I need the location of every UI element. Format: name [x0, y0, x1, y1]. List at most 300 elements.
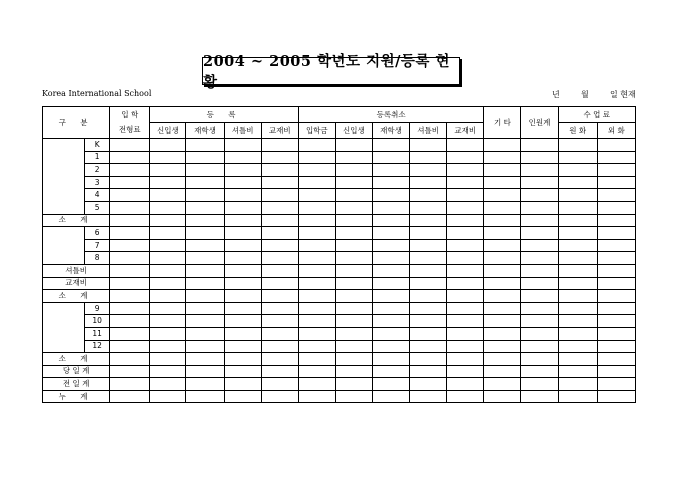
table-cell — [224, 302, 261, 315]
table-cell — [110, 327, 150, 340]
table-row — [43, 302, 636, 315]
table-cell — [484, 390, 521, 403]
table-cell — [110, 214, 150, 227]
table-cell — [484, 239, 521, 252]
table-cell — [298, 201, 335, 214]
table-cell — [261, 189, 298, 202]
table-row — [43, 264, 636, 277]
table-cell — [410, 164, 447, 177]
table-row — [43, 277, 636, 290]
table-cell — [597, 378, 635, 391]
table-cell — [150, 378, 186, 391]
table-cell — [521, 164, 558, 177]
table-cell — [597, 151, 635, 164]
table-cell — [110, 201, 150, 214]
table-row — [43, 315, 636, 328]
table-cell — [447, 201, 484, 214]
table-cell — [447, 302, 484, 315]
table-cell — [372, 151, 409, 164]
table-cell — [410, 176, 447, 189]
table-cell — [298, 340, 335, 353]
row-label: 소 계 — [43, 353, 110, 366]
table-cell — [186, 189, 224, 202]
table-cell — [447, 290, 484, 303]
table-cell — [150, 390, 186, 403]
table-cell — [261, 340, 298, 353]
table-cell — [558, 201, 597, 214]
table-cell — [110, 302, 150, 315]
table-cell — [521, 139, 558, 152]
table-cell — [372, 340, 409, 353]
table-cell — [261, 176, 298, 189]
table-cell — [521, 176, 558, 189]
table-cell — [410, 353, 447, 366]
table-cell — [558, 214, 597, 227]
table-cell — [261, 214, 298, 227]
table-cell — [298, 189, 335, 202]
table-cell — [150, 327, 186, 340]
table-cell — [298, 176, 335, 189]
table-cell — [186, 277, 224, 290]
table-cell — [261, 302, 298, 315]
table-cell — [597, 252, 635, 265]
table-cell — [484, 290, 521, 303]
table-cell — [186, 327, 224, 340]
table-cell — [410, 340, 447, 353]
table-cell — [110, 340, 150, 353]
table-cell — [261, 378, 298, 391]
table-cell — [410, 214, 447, 227]
table-cell — [186, 390, 224, 403]
table-cell — [186, 378, 224, 391]
table-cell — [521, 227, 558, 240]
table-cell — [597, 139, 635, 152]
table-cell — [186, 201, 224, 214]
day-label: 일 현재 — [610, 90, 636, 99]
table-cell — [335, 302, 372, 315]
table-cell — [186, 315, 224, 328]
table-cell — [150, 290, 186, 303]
row-label: 8 — [85, 252, 110, 265]
registration-sub-header: 교재비 — [261, 123, 298, 139]
table-cell — [150, 151, 186, 164]
table-cell — [186, 239, 224, 252]
table-cell — [410, 227, 447, 240]
others-header: 기 타 — [484, 107, 521, 139]
table-cell — [335, 340, 372, 353]
table-cell — [298, 365, 335, 378]
table-cell — [224, 365, 261, 378]
table-cell — [186, 365, 224, 378]
table-cell — [447, 390, 484, 403]
table-cell — [521, 151, 558, 164]
table-cell — [110, 353, 150, 366]
table-cell — [410, 201, 447, 214]
row-label: 7 — [85, 239, 110, 252]
cancellation-header: 등록취소 — [298, 107, 484, 123]
table-cell — [224, 201, 261, 214]
table-cell — [484, 378, 521, 391]
table-cell — [150, 214, 186, 227]
table-cell — [261, 151, 298, 164]
table-cell — [372, 176, 409, 189]
table-cell — [447, 340, 484, 353]
table-cell — [558, 290, 597, 303]
table-row — [43, 252, 636, 265]
table-cell — [110, 290, 150, 303]
table-cell — [447, 189, 484, 202]
table-cell — [484, 340, 521, 353]
table-cell — [150, 201, 186, 214]
table-cell — [372, 277, 409, 290]
table-cell — [521, 214, 558, 227]
table-cell — [484, 315, 521, 328]
table-cell — [335, 378, 372, 391]
table-cell — [372, 201, 409, 214]
table-cell — [410, 290, 447, 303]
table-cell — [558, 239, 597, 252]
table-cell — [372, 290, 409, 303]
table-cell — [597, 290, 635, 303]
row-label: 누 계 — [43, 390, 110, 403]
table-cell — [410, 378, 447, 391]
table-cell — [521, 315, 558, 328]
table-cell — [110, 264, 150, 277]
table-cell — [372, 378, 409, 391]
table-cell — [558, 340, 597, 353]
table-cell — [597, 277, 635, 290]
table-cell — [224, 252, 261, 265]
table-cell — [186, 340, 224, 353]
table-cell — [558, 378, 597, 391]
table-cell — [447, 176, 484, 189]
table-cell — [335, 252, 372, 265]
table-cell — [447, 264, 484, 277]
table-cell — [521, 252, 558, 265]
table-cell — [110, 151, 150, 164]
table-row — [43, 164, 636, 177]
registration-header: 등 록 — [150, 107, 298, 123]
table-cell — [224, 290, 261, 303]
table-cell — [150, 315, 186, 328]
table-cell — [410, 264, 447, 277]
table-cell — [447, 378, 484, 391]
row-label: 10 — [85, 315, 110, 328]
table-cell — [558, 327, 597, 340]
table-cell — [597, 390, 635, 403]
table-cell — [224, 139, 261, 152]
table-cell — [410, 151, 447, 164]
table-cell — [110, 227, 150, 240]
table-cell — [150, 139, 186, 152]
table-cell — [597, 201, 635, 214]
table-cell — [110, 315, 150, 328]
table-cell — [261, 227, 298, 240]
table-cell — [521, 239, 558, 252]
row-label: 소 계 — [43, 290, 110, 303]
table-cell — [261, 290, 298, 303]
table-cell — [372, 252, 409, 265]
table-cell — [224, 315, 261, 328]
table-cell — [372, 302, 409, 315]
year-label: 년 — [552, 90, 560, 99]
table-cell — [298, 390, 335, 403]
table-cell — [186, 164, 224, 177]
table-cell — [597, 239, 635, 252]
table-cell — [150, 176, 186, 189]
row-label: 12 — [85, 340, 110, 353]
table-cell — [597, 302, 635, 315]
table-cell — [261, 201, 298, 214]
table-cell — [597, 214, 635, 227]
table-cell — [110, 252, 150, 265]
table-cell — [558, 315, 597, 328]
table-cell — [558, 365, 597, 378]
table-cell — [372, 239, 409, 252]
table-cell — [558, 139, 597, 152]
table-cell — [447, 353, 484, 366]
row-label: 셔틀비 — [43, 264, 110, 277]
table-cell — [298, 239, 335, 252]
registration-sub-header: 재학생 — [186, 123, 224, 139]
table-cell — [372, 365, 409, 378]
table-cell — [186, 302, 224, 315]
table-cell — [261, 239, 298, 252]
table-cell — [335, 214, 372, 227]
row-label: 11 — [85, 327, 110, 340]
table-cell — [372, 189, 409, 202]
table-cell — [372, 227, 409, 240]
row-label: 교재비 — [43, 277, 110, 290]
table-cell — [521, 378, 558, 391]
table-cell — [186, 151, 224, 164]
table-cell — [110, 139, 150, 152]
table-cell — [372, 315, 409, 328]
table-cell — [597, 315, 635, 328]
table-cell — [484, 227, 521, 240]
table-cell — [484, 264, 521, 277]
table-cell — [597, 176, 635, 189]
table-cell — [150, 252, 186, 265]
table-cell — [597, 264, 635, 277]
row-label: 당 일 계 — [43, 365, 110, 378]
table-cell — [261, 365, 298, 378]
table-row — [43, 340, 636, 353]
table-row — [43, 239, 636, 252]
table-row — [43, 365, 636, 378]
table-cell — [150, 302, 186, 315]
document-title: 2004 ~ 2005 학년도 지원/등록 현황 — [202, 57, 460, 85]
table-cell — [372, 353, 409, 366]
table-cell — [224, 327, 261, 340]
table-cell — [597, 227, 635, 240]
table-row — [43, 353, 636, 366]
table-cell — [335, 290, 372, 303]
table-cell — [298, 214, 335, 227]
table-cell — [298, 315, 335, 328]
table-cell — [410, 390, 447, 403]
table-cell — [150, 164, 186, 177]
table-cell — [335, 365, 372, 378]
row-label: 3 — [85, 176, 110, 189]
table-cell — [521, 290, 558, 303]
admission-fee-header-top: 입 학 — [110, 107, 150, 123]
table-cell — [150, 353, 186, 366]
table-cell — [597, 164, 635, 177]
table-cell — [558, 390, 597, 403]
table-cell — [298, 290, 335, 303]
table-cell — [372, 139, 409, 152]
table-cell — [224, 164, 261, 177]
table-cell — [224, 189, 261, 202]
table-cell — [484, 164, 521, 177]
table-cell — [521, 302, 558, 315]
cancellation-sub-header: 교재비 — [447, 123, 484, 139]
table-cell — [484, 214, 521, 227]
table-cell — [447, 327, 484, 340]
table-cell — [558, 252, 597, 265]
table-cell — [335, 189, 372, 202]
table-cell — [521, 277, 558, 290]
total-people-header: 인원계 — [521, 107, 558, 139]
month-label: 월 — [581, 90, 589, 99]
table-cell — [298, 264, 335, 277]
school-name: Korea International School — [42, 89, 152, 98]
table-cell — [447, 214, 484, 227]
table-cell — [110, 164, 150, 177]
tuition-sub-header: 원 화 — [558, 123, 597, 139]
cancellation-sub-header: 셔틀비 — [410, 123, 447, 139]
table-cell — [224, 390, 261, 403]
table-cell — [558, 176, 597, 189]
table-cell — [261, 390, 298, 403]
table-cell — [597, 327, 635, 340]
table-cell — [186, 353, 224, 366]
table-cell — [335, 264, 372, 277]
table-cell — [261, 252, 298, 265]
table-cell — [224, 264, 261, 277]
table-cell — [484, 252, 521, 265]
table-cell — [150, 340, 186, 353]
table-cell — [410, 365, 447, 378]
table-cell — [410, 315, 447, 328]
table-cell — [447, 252, 484, 265]
table-cell — [110, 189, 150, 202]
table-cell — [372, 214, 409, 227]
table-cell — [150, 239, 186, 252]
table-cell — [597, 189, 635, 202]
cancellation-sub-header: 입학금 — [298, 123, 335, 139]
table-cell — [335, 139, 372, 152]
table-cell — [150, 189, 186, 202]
table-cell — [261, 264, 298, 277]
table-cell — [447, 277, 484, 290]
table-cell — [186, 176, 224, 189]
tuition-header: 수 업 료 — [558, 107, 635, 123]
registration-sub-header: 신입생 — [150, 123, 186, 139]
table-cell — [335, 176, 372, 189]
table-cell — [186, 290, 224, 303]
table-cell — [484, 277, 521, 290]
table-row — [43, 201, 636, 214]
table-cell — [597, 365, 635, 378]
table-cell — [521, 365, 558, 378]
table-cell — [186, 214, 224, 227]
row-label: 5 — [85, 201, 110, 214]
table-cell — [224, 277, 261, 290]
table-cell — [558, 353, 597, 366]
table-cell — [521, 189, 558, 202]
table-cell — [224, 353, 261, 366]
table-cell — [224, 214, 261, 227]
table-cell — [521, 353, 558, 366]
table-cell — [521, 327, 558, 340]
table-cell — [410, 302, 447, 315]
table-cell — [447, 151, 484, 164]
table-cell — [110, 277, 150, 290]
table-cell — [335, 315, 372, 328]
table-row — [43, 227, 636, 240]
table-cell — [261, 353, 298, 366]
table-cell — [335, 353, 372, 366]
table-cell — [372, 264, 409, 277]
table-cell — [447, 227, 484, 240]
row-label: 2 — [85, 164, 110, 177]
table-cell — [558, 277, 597, 290]
table-row — [43, 176, 636, 189]
table-cell — [150, 264, 186, 277]
row-label: 6 — [85, 227, 110, 240]
table-cell — [447, 365, 484, 378]
table-cell — [410, 239, 447, 252]
table-cell — [110, 390, 150, 403]
table-cell — [484, 327, 521, 340]
table-cell — [521, 340, 558, 353]
row-label: 1 — [85, 151, 110, 164]
table-cell — [558, 189, 597, 202]
cancellation-sub-header: 재학생 — [372, 123, 409, 139]
table-row — [43, 290, 636, 303]
group-cell — [43, 227, 85, 265]
table-cell — [410, 252, 447, 265]
table-cell — [298, 378, 335, 391]
row-label: K — [85, 139, 110, 152]
tuition-sub-header: 외 화 — [597, 123, 635, 139]
table-cell — [335, 201, 372, 214]
table-cell — [447, 315, 484, 328]
table-cell — [150, 227, 186, 240]
table-cell — [335, 327, 372, 340]
table-cell — [186, 252, 224, 265]
table-cell — [558, 264, 597, 277]
table-cell — [298, 139, 335, 152]
table-cell — [335, 239, 372, 252]
group-cell — [43, 139, 85, 215]
table-cell — [484, 189, 521, 202]
table-cell — [150, 365, 186, 378]
table-row — [43, 390, 636, 403]
table-cell — [521, 264, 558, 277]
category-header: 구 분 — [43, 107, 110, 139]
table-cell — [150, 277, 186, 290]
table-row — [43, 189, 636, 202]
row-label: 4 — [85, 189, 110, 202]
table-cell — [110, 378, 150, 391]
table-cell — [335, 277, 372, 290]
table-row — [43, 327, 636, 340]
table-cell — [298, 327, 335, 340]
row-label: 소 계 — [43, 214, 110, 227]
